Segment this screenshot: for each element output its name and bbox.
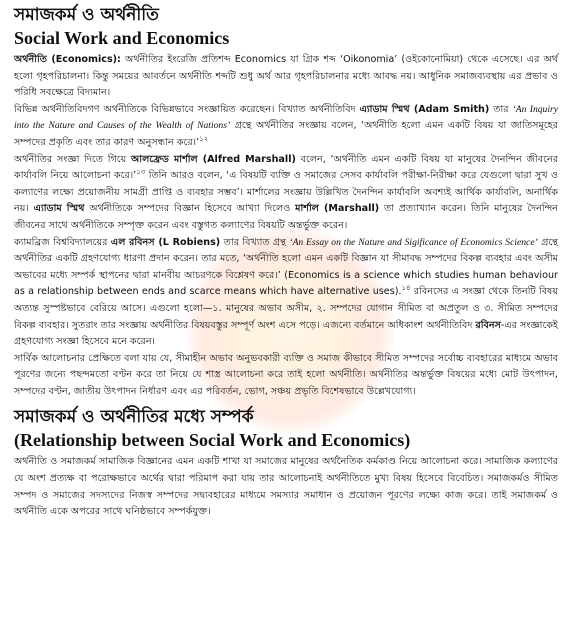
text-run: তা প্রত্যাখ্যান করেন। তিনি মানুষের দৈনন্দিন জীবনের সাথে অর্থনীতিকে সম্পৃক্ত করেন এবং বস্তুগত কল্যাণের বিষয়টি অন্তর্ভুক্ত করেন। <box>14 203 559 231</box>
bold-term: আলফ্রেড মার্শাল (Alfred Marshall) <box>131 153 296 165</box>
body-paragraph <box>14 351 558 401</box>
footnote-ref: ১৪ <box>401 284 411 293</box>
text-run: তিনি আরও বলেন, ‘এ বিষয়টি ব্যক্তি ও সমাজের সেসব কার্যাবলি পরীক্ষা-নিরীক্ষা করে যেগুলো দ্বারা সুখ ও কল্যাণের লক্ষ্যে প্রয়োজনীয় সামগ্রী প্রাপ্তি ও ব্যবহার সম্ভব’। মার্শালের সংজ্ঞায় উল্লিখিত দৈনন্দিন কার্যাবলি অবশ্যই আর্থিক কার্যাবলি, অনার্থিক নয়। <box>14 170 559 215</box>
text-run: তার বিখ্যাত গ্রন্থ <box>220 236 290 248</box>
text-run: বিভিন্ন অর্থনীতিবিদগণ অর্থনীতিকে বিভিন্নভাবে সংজ্ঞায়িত করেছেন। বিখ্যাত অর্থনীতিবিদ <box>14 103 360 115</box>
body-paragraph <box>14 235 558 351</box>
document-page <box>14 4 558 521</box>
body-paragraph <box>14 152 558 235</box>
body-paragraph <box>14 52 558 102</box>
text-run: অর্থনীতিকে সম্পদের বিজ্ঞান হিসেবে আখ্যা দিলেও <box>84 203 296 215</box>
section1-title-bn: সমাজকর্ম ও অর্থনীতি <box>14 5 159 25</box>
section2-body <box>14 454 558 520</box>
section2-title-en: (Relationship between Social Work and Economics) <box>14 430 411 451</box>
bold-term: রবিনস <box>475 319 501 331</box>
section2-title-bn: সমাজকর্ম ও অর্থনীতির মধ্যে সম্পর্ক <box>14 407 254 428</box>
text-run: তার <box>489 103 513 115</box>
italic-title: ‘An Essay on the Nature and Sigificance of Economics Science’ <box>289 236 538 248</box>
section1-title-en: Social Work and Economics <box>14 28 230 48</box>
text-run: গ্রন্থে অর্থনীতির সংজ্ঞায় বলেন, ‘অর্থনীতি হলো এমন একটি বিষয় যা জাতিসমূহের সম্পদের প্রকৃতি এবং তার কারণ অনুসন্ধান করে।’ <box>14 120 558 148</box>
text-run: সার্বিক আলোচনার প্রেক্ষিতে বলা যায় যে, সীমাহীন অভাব অনুভবকারী ব্যক্তি ও সমাজ কীভাবে সীমিত সম্পদের সর্বোচ্চ ব্যবহারের মাধ্যমে অভাব পূরণের জন্যে পছন্দমতো বণ্টন করে তা নিয়ে যে শাস্ত্র আলোচনা করে তাই হলো অর্থনীতি। অর্থনীতির অন্তর্ভুক্ত বিষয়ের মধ্যে মোট উৎপাদন, সম্পদের বণ্টন, জাতীয় উৎপাদন নির্ধারণ এবং এর পরিবর্তন, ভোগ, সঞ্চয় প্রভৃতি বিশেষভাবে উল্লেখযোগ্য। <box>14 352 558 397</box>
text-run: অর্থনীতির ইংরেজি প্রতিশব্দ Economics যা গ্রিক শব্দ ‘Oikonomia’ (ওইকোনোমিয়া) থেকে এসেছে। এর অর্থ হলো গৃহপরিচালনা। কিন্তু সময়ের আবর্তনে অর্থনীতি শব্দটি শুধু অর্থ আর গৃহপরিচালনার মধ্যে আবদ্ধ নয়। আধুনিক সমাজব্যবস্থায় এর প্রভাব ও পরিধি সবক্ষেত্রে বিদ্যমান। <box>14 54 558 99</box>
bold-term: এ্যাডাম স্মিথ <box>33 203 85 215</box>
bold-term: মার্শাল (Marshall) <box>295 203 380 215</box>
bold-term: এ্যাডাম স্মিথ (Adam Smith) <box>359 103 490 115</box>
footnote-ref: ১৩ <box>136 167 146 176</box>
body-paragraph <box>14 454 558 520</box>
italic-title: ‘An Inquiry into the Nature and Causes of the Wealth of Nations’ <box>14 103 558 132</box>
section1-body <box>14 52 558 400</box>
text-run: ক্যামব্রিজ বিশ্ববিদ্যালয়ের <box>14 236 111 248</box>
text-run: অর্থনীতি ও সমাজকর্ম সামাজিক বিজ্ঞানের এমন একটি শাখা যা সমাজের মানুষের অর্থনৈতিক কর্মকাণ্ড নিয়ে আলোচনা করে। সামাজিক কল্যাণের যে অংশ প্রত্যক্ষ বা পরোক্ষভাবে অর্থের দ্বারা পরিমাপ করা যায় তার আলোচনাই অর্থনীতিতে মুখ্য বিষয় হিসেবে বিবেচিত। সমাজকর্মও সীমিত সম্পদ ও সমাজের সদস্যদের নিজস্ব সম্পদের সদ্ব্যবহারের মাধ্যমে সমস্যার সমাধান ও প্রয়োজন পূরণের লক্ষ্যে কাজ করে। তাই সমাজকর্ম ও অর্থনীতি একে অপরের সাথে ঘনিষ্ঠভাবে সম্পর্কযুক্ত। <box>14 456 558 518</box>
text-run: বলেন, ‘অর্থনীতি এমন একটি বিষয় যা মানুষের দৈনন্দিন জীবনের কার্যাবলি নিয়ে আলোচনা করে।’ <box>14 153 558 182</box>
text-run: রবিনসের এ সংজ্ঞা থেকে তিনটি বিষয় অত্যন্ত সুস্পষ্টভাবে বেরিয়ে আসে। এগুলো হলো—১. মানুষের অভাব অসীম, ২. সম্পদের যোগান সীমিত বা অপ্রতুল ও ৩. সীমিত সম্পদের বিকল্প ব্যবহার। সুতরাং তার সংজ্ঞায় অর্থনীতির বিষয়বস্তুর সম্পূর্ণ অংশ এসে পড়ে। এজন্যে বর্তমানে অধিকাংশ অর্থনীতিবিদ <box>14 286 558 331</box>
bold-term: অর্থনীতি (Economics): <box>14 54 121 65</box>
text-run: -এর সংজ্ঞাকেই গ্রহণযোগ্য সংজ্ঞা হিসেবে মনে করেন। <box>14 319 558 348</box>
bold-term: এল রবিনস (L Robiens) <box>110 236 221 248</box>
footnote-ref: ১২ <box>199 134 209 143</box>
body-paragraph <box>14 102 558 152</box>
text-run: অর্থনীতির সংজ্ঞা দিতে গিয়ে <box>14 153 132 165</box>
text-run: গ্রন্থে অর্থনীতির একটি গ্রহণযোগ্য ধারণা প্রদান করেন। তার মতে, ‘অর্থনীতি হলো এমন একটি বিজ্ঞান যা সীমাবদ্ধ সম্পদের বিকল্প ব্যবহার এবং অসীম অভাবের মধ্যে সম্পর্ক স্থাপনের দ্বারা মানবীয় আচরণকে বিশ্লেষণ করে।’ (Economics is a science which studies human behaviour as a relationship between ends and scarce means which have alternative uses). <box>14 236 558 298</box>
